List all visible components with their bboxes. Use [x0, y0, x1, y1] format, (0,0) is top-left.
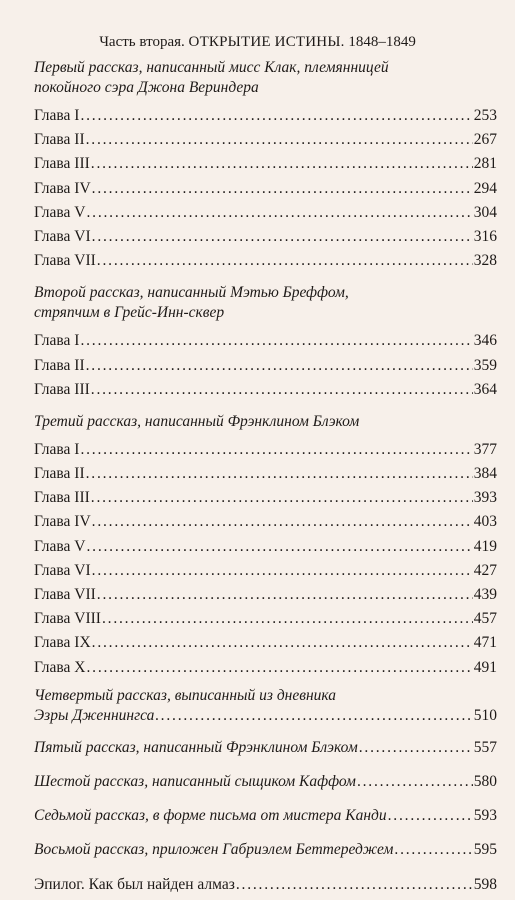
- part-name: ОТКРЫТИЕ ИСТИНЫ.: [188, 34, 345, 50]
- entry-label: Эпилог. Как был найден алмаз: [34, 875, 235, 893]
- entry-label: Восьмой рассказ, приложен Габриэлем Беттереджем: [34, 841, 394, 859]
- page-number: 359: [473, 356, 497, 374]
- chapter-label: Глава I: [34, 440, 80, 458]
- section-1: [34, 58, 497, 273]
- chapter-label: Глава IV: [34, 513, 91, 531]
- section-title-line: стряпчим в Грейс-Инн-сквер: [34, 304, 225, 322]
- page-number: 267: [473, 131, 497, 149]
- chapter-label: Глава I: [34, 332, 80, 350]
- toc-entry[interactable]: [34, 177, 497, 201]
- part-prefix: Часть вторая.: [99, 34, 185, 50]
- dot-leader: [102, 607, 473, 631]
- section-title-line: Первый рассказ, написанный мисс Клак, племянницей: [34, 59, 389, 76]
- toc-entry[interactable]: [34, 225, 497, 249]
- dot-leader: [92, 510, 473, 534]
- toc-entry[interactable]: [34, 656, 497, 680]
- dot-leader: [97, 249, 473, 273]
- chapter-label: Глава III: [34, 380, 90, 398]
- chapter-label: Глава VII: [34, 252, 96, 270]
- toc-entry[interactable]: [34, 535, 497, 559]
- entry-label: Пятый рассказ, написанный Фрэнклином Блэком: [34, 738, 358, 756]
- section-title-line: Второй рассказ, написанный Мэтью Бреффом,: [34, 284, 349, 302]
- toc-entry[interactable]: [34, 378, 497, 402]
- toc-entry-epilogue[interactable]: [34, 873, 497, 897]
- page-number: 316: [473, 227, 497, 245]
- page-number: 419: [473, 537, 497, 555]
- page-number: 580: [473, 772, 497, 790]
- toc-entry[interactable]: [34, 128, 497, 152]
- toc-entry[interactable]: [34, 486, 497, 510]
- page-number: 471: [473, 634, 497, 652]
- chapter-label: Глава II: [34, 131, 85, 149]
- toc-entry[interactable]: [34, 559, 497, 583]
- page-number: 598: [473, 875, 497, 893]
- toc-entry[interactable]: [34, 438, 497, 462]
- dot-leader: [97, 583, 473, 607]
- dot-leader: [357, 770, 473, 794]
- chapter-label: Глава I: [34, 107, 80, 124]
- toc-entry[interactable]: [34, 104, 497, 128]
- chapter-label: Глава V: [34, 203, 86, 221]
- page-number: 328: [473, 252, 497, 270]
- toc-entry[interactable]: [34, 329, 497, 353]
- page-number: 253: [473, 107, 497, 124]
- dot-leader: [388, 804, 473, 828]
- section-3: [34, 412, 497, 680]
- toc-entry[interactable]: [34, 354, 497, 378]
- chapter-label: Глава VIII: [34, 610, 101, 628]
- page-number: 281: [473, 155, 497, 173]
- page-number: 364: [473, 380, 497, 398]
- toc-entry[interactable]: [34, 736, 497, 760]
- page-number: 377: [473, 440, 497, 458]
- page-number: 439: [473, 586, 497, 603]
- part-years: 1848–1849: [348, 34, 416, 50]
- page-number: 510: [473, 706, 497, 724]
- chapter-label: Глава III: [34, 155, 90, 173]
- page-number: 595: [473, 841, 497, 859]
- dot-leader: [92, 225, 473, 249]
- dot-leader: [80, 438, 472, 462]
- dot-leader: [92, 631, 473, 655]
- dot-leader: [86, 656, 472, 680]
- toc-entry[interactable]: [34, 201, 497, 225]
- dot-leader: [86, 535, 472, 559]
- dot-leader: [86, 462, 473, 486]
- toc-entry[interactable]: [34, 462, 497, 486]
- dot-leader: [80, 329, 472, 353]
- dot-leader: [92, 177, 473, 201]
- entry-label: Седьмой рассказ, в форме письма от мистера Канди: [34, 807, 387, 825]
- chapter-label: Глава IV: [34, 179, 91, 197]
- page-number: 403: [473, 513, 497, 531]
- chapter-label: Глава III: [34, 489, 90, 507]
- dot-leader: [91, 152, 473, 176]
- dot-leader: [91, 378, 473, 402]
- entry-label-line: Четвертый рассказ, выписанный из дневника: [34, 686, 337, 704]
- table-of-contents: [34, 58, 497, 897]
- toc-entry[interactable]: [34, 152, 497, 176]
- page-number: 346: [473, 332, 497, 350]
- chapter-label: Глава V: [34, 537, 86, 555]
- toc-entry[interactable]: [34, 510, 497, 534]
- toc-entry[interactable]: [34, 607, 497, 631]
- page-number: 593: [473, 807, 497, 825]
- toc-entry[interactable]: [34, 583, 497, 607]
- chapter-label: Глава VI: [34, 227, 91, 245]
- chapter-label: Глава VII: [34, 586, 96, 603]
- toc-entry[interactable]: [34, 770, 497, 794]
- chapter-label: Глава X: [34, 658, 86, 676]
- toc-entry-fourth[interactable]: [34, 686, 497, 726]
- toc-entry[interactable]: [34, 249, 497, 273]
- dot-leader: [155, 706, 472, 726]
- dot-leader: [359, 736, 473, 760]
- page-number: 294: [473, 179, 497, 197]
- dot-leader: [86, 201, 472, 225]
- chapter-label: Глава II: [34, 356, 85, 374]
- toc-entry[interactable]: [34, 631, 497, 655]
- section-title-line: Третий рассказ, написанный Фрэнклином Блэком: [34, 412, 360, 430]
- section-2: [34, 283, 497, 402]
- toc-entry-row: [34, 706, 497, 726]
- toc-entry[interactable]: [34, 838, 497, 862]
- chapter-label: Глава IX: [34, 634, 91, 652]
- entry-label: Шестой рассказ, написанный сыщиком Каффом: [34, 772, 356, 790]
- dot-leader: [80, 104, 472, 128]
- page-number: 384: [473, 465, 497, 483]
- dot-leader: [92, 559, 473, 583]
- chapter-label: Глава II: [34, 465, 85, 483]
- dot-leader: [236, 873, 473, 897]
- page-number: 427: [473, 561, 497, 579]
- page-number: 393: [473, 489, 497, 507]
- toc-entry[interactable]: [34, 804, 497, 828]
- dot-leader: [394, 838, 472, 862]
- chapter-label: Глава VI: [34, 561, 91, 579]
- dot-leader: [91, 486, 473, 510]
- page-number: 457: [473, 610, 497, 628]
- dot-leader: [86, 128, 473, 152]
- dot-leader: [86, 354, 473, 378]
- page-number: 491: [473, 658, 497, 676]
- section-title-line: покойного сэра Джона Вериндера: [34, 79, 259, 96]
- page-number: 304: [473, 203, 497, 221]
- page-number: 557: [473, 738, 497, 756]
- part-title: [0, 34, 515, 51]
- entry-label: Эзры Дженнингса: [34, 706, 155, 724]
